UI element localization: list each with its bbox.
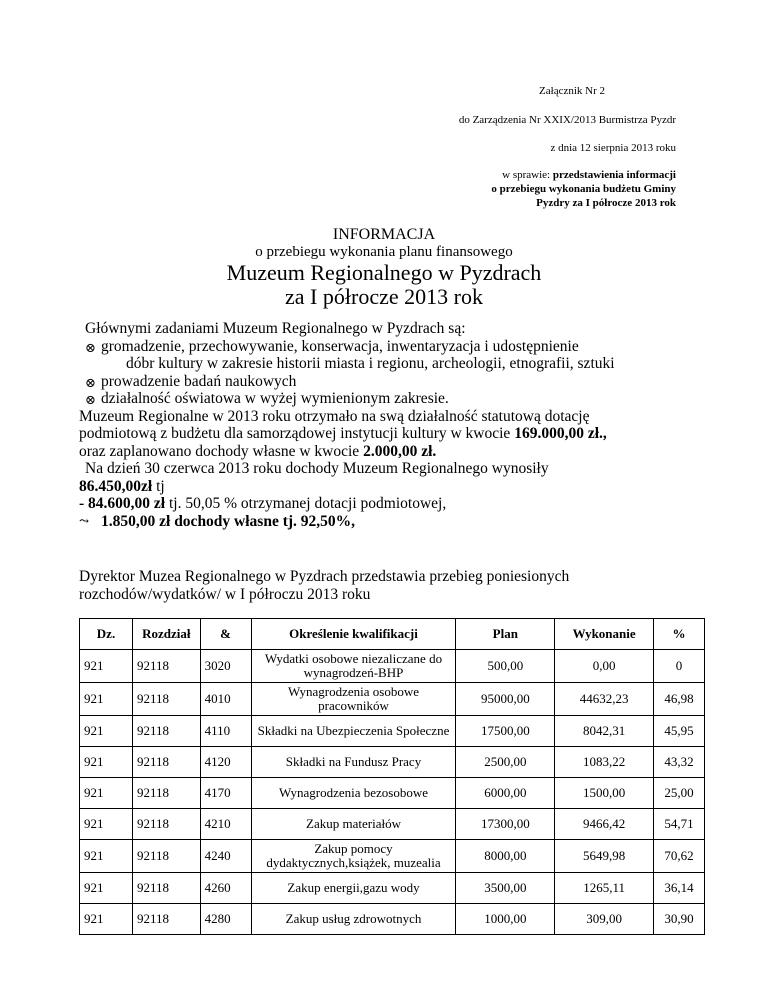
bullet-icon: ⊗ [85, 374, 96, 390]
annex-number: Załącznik Nr 2 [539, 85, 605, 97]
subject-prefix: w sprawie: [502, 169, 553, 181]
income-total: 86.450,00zł tj [79, 477, 165, 495]
col-paragraph: & [200, 619, 251, 650]
cell-plan: 3500,00 [456, 873, 555, 904]
cell-dz: 921 [80, 904, 133, 935]
cell-paragraph: 4110 [200, 716, 251, 747]
cell-dz: 921 [80, 840, 133, 873]
doc-title: INFORMACJA [332, 226, 436, 243]
cell-percent: 45,95 [654, 716, 705, 747]
table-row [80, 809, 705, 840]
museum-name: Muzeum Regionalnego w Pyzdrach [226, 260, 542, 285]
bullet-icon: ⊗ [85, 339, 96, 355]
cell-percent: 30,90 [654, 904, 705, 935]
cell-execution: 1500,00 [555, 778, 654, 809]
bullet-icon: ⊗ [85, 392, 96, 407]
subject-bold-1: przedstawienia informacji [552, 169, 676, 181]
cell-paragraph: 3020 [200, 650, 251, 683]
cell-dz: 921 [80, 650, 133, 683]
table-row [80, 778, 705, 809]
subsidy-line-1: Muzeum Regionalne w 2013 roku otrzymało na swą działalność statutową dotację [79, 407, 590, 425]
ordinance-date: z dnia 12 sierpnia 2013 roku [550, 142, 676, 154]
expenses-intro: Dyrektor Muzea Regionalnego w Pyzdrach przedstawia przebieg poniesionych rozchodów/wydatków/ w I półroczu 2013 roku [79, 568, 570, 603]
cell-rozdzial: 92118 [133, 716, 201, 747]
cell-plan: 2500,00 [456, 747, 555, 778]
task-item: ⊗ prowadzenie badań naukowych [85, 372, 297, 390]
cell-description: Zakup usług zdrowotnych [251, 904, 456, 935]
cell-plan: 1000,00 [456, 904, 555, 935]
income-own: ⤳ 1.850,00 zł dochody własne tj. 92,50%, [79, 512, 356, 530]
cell-description: Składki na Ubezpieczenia Społeczne [251, 716, 456, 747]
cell-execution: 1083,22 [555, 747, 654, 778]
cell-plan: 17300,00 [456, 809, 555, 840]
income-line-1: Na dzień 30 czerwca 2013 roku dochody Muzeum Regionalnego wynosiły [85, 460, 549, 477]
cell-paragraph: 4260 [200, 873, 251, 904]
cell-dz: 921 [80, 716, 133, 747]
cell-plan: 8000,00 [456, 840, 555, 873]
cell-rozdzial: 92118 [133, 778, 201, 809]
cell-paragraph: 4010 [200, 683, 251, 716]
ordinance-subject [491, 168, 676, 210]
arrow-icon: ⤳ [79, 513, 90, 528]
table-row [80, 650, 705, 683]
cell-percent: 36,14 [654, 873, 705, 904]
table-row [80, 716, 705, 747]
expenses-table [79, 618, 705, 935]
cell-paragraph: 4210 [200, 809, 251, 840]
cell-description: Wydatki osobowe niezaliczane do wynagrodzeń-BHP [251, 650, 456, 683]
table-row [80, 747, 705, 778]
body-text [79, 320, 719, 530]
cell-description: Wynagrodzenia bezosobowe [251, 778, 456, 809]
doc-subtitle: o przebiegu wykonania planu finansowego [255, 244, 513, 260]
cell-rozdzial: 92118 [133, 873, 201, 904]
cell-percent: 43,32 [654, 747, 705, 778]
cell-execution: 1265,11 [555, 873, 654, 904]
cell-execution: 44632,23 [555, 683, 654, 716]
cell-percent: 46,98 [654, 683, 705, 716]
cell-plan: 95000,00 [456, 683, 555, 716]
table-row [80, 873, 705, 904]
col-description: Określenie kwalifikacji [251, 619, 456, 650]
income-subsidy: - 84.600,00 zł tj. 50,05 % otrzymanej dotacji podmiotowej, [79, 495, 447, 512]
cell-execution: 309,00 [555, 904, 654, 935]
cell-rozdzial: 92118 [133, 840, 201, 873]
cell-description: Zakup energii,gazu wody [251, 873, 456, 904]
subject-bold-2: o przebiegu wykonania budżetu Gminy [491, 183, 676, 195]
col-plan: Plan [456, 619, 555, 650]
cell-rozdzial: 92118 [133, 650, 201, 683]
cell-percent: 0 [654, 650, 705, 683]
cell-dz: 921 [80, 809, 133, 840]
cell-rozdzial: 92118 [133, 904, 201, 935]
cell-execution: 9466,42 [555, 809, 654, 840]
col-dz: Dz. [80, 619, 133, 650]
cell-plan: 500,00 [456, 650, 555, 683]
cell-rozdzial: 92118 [133, 747, 201, 778]
cell-description: Składki na Fundusz Pracy [251, 747, 456, 778]
cell-plan: 6000,00 [456, 778, 555, 809]
cell-dz: 921 [80, 747, 133, 778]
cell-percent: 25,00 [654, 778, 705, 809]
cell-execution: 0,00 [555, 650, 654, 683]
table-row [80, 840, 705, 873]
col-percent: % [654, 619, 705, 650]
table-header-row [80, 619, 705, 650]
cell-percent: 70,62 [654, 840, 705, 873]
col-execution: Wykonanie [555, 619, 654, 650]
cell-paragraph: 4240 [200, 840, 251, 873]
cell-paragraph: 4120 [200, 747, 251, 778]
table-row [80, 683, 705, 716]
cell-paragraph: 4280 [200, 904, 251, 935]
cell-dz: 921 [80, 873, 133, 904]
task-item: ⊗ działalność oświatowa w wyżej wymienionym zakresie. [85, 390, 449, 407]
cell-description: Zakup materiałów [251, 809, 456, 840]
task-item: ⊗ gromadzenie, przechowywanie, konserwacja, inwentaryzacja i udostępnienie [85, 337, 579, 355]
cell-percent: 54,71 [654, 809, 705, 840]
cell-rozdzial: 92118 [133, 683, 201, 716]
col-rozdzial: Rozdział [133, 619, 201, 650]
subject-bold-3: Pyzdry za I półrocze 2013 rok [536, 197, 676, 209]
cell-description: Zakup pomocy dydaktycznych,książek, muzealia [251, 840, 456, 873]
cell-dz: 921 [80, 683, 133, 716]
subsidy-line-3: oraz zaplanowano dochody własne w kwocie 2.000,00 zł. [79, 442, 437, 460]
cell-rozdzial: 92118 [133, 809, 201, 840]
period-title: za I półrocze 2013 rok [285, 284, 483, 309]
cell-dz: 921 [80, 778, 133, 809]
cell-description: Wynagrodzenia osobowe pracowników [251, 683, 456, 716]
subsidy-line-2: podmiotową z budżetu dla samorządowej instytucji kultury w kwocie 169.000,00 zł., [79, 425, 607, 442]
table-row [80, 904, 705, 935]
cell-execution: 5649,98 [555, 840, 654, 873]
cell-execution: 8042,31 [555, 716, 654, 747]
tasks-lead: Głównymi zadaniami Muzeum Regionalnego w Pyzdrach są: [85, 320, 466, 337]
cell-plan: 17500,00 [456, 716, 555, 747]
task-item-cont: dóbr kultury w zakresie historii miasta i regionu, archeologii, etnografii, sztuki [126, 355, 615, 372]
ordinance-reference: do Zarządzenia Nr XXIX/2013 Burmistrza Pyzdr [458, 114, 676, 126]
cell-paragraph: 4170 [200, 778, 251, 809]
